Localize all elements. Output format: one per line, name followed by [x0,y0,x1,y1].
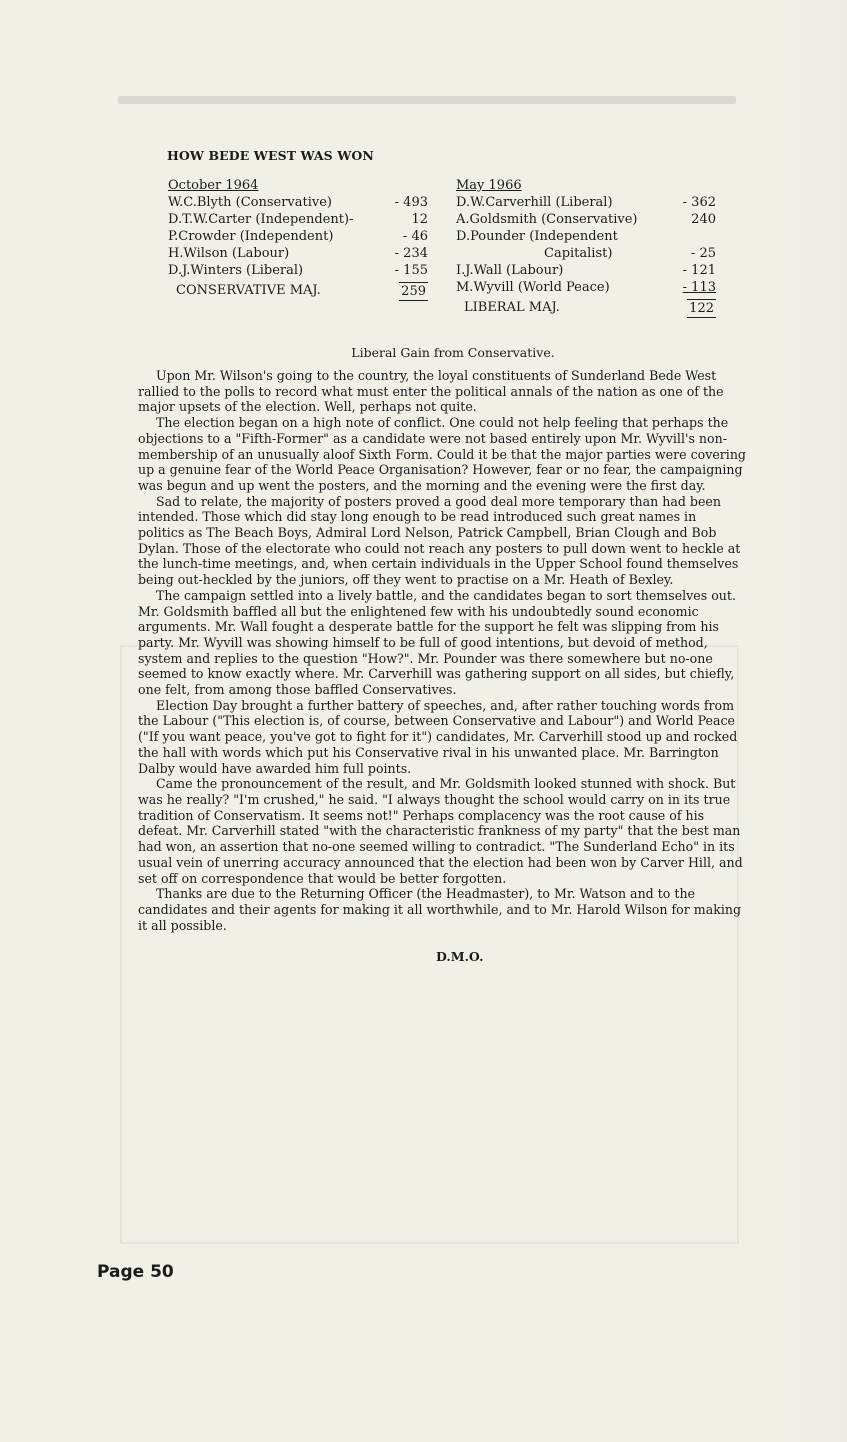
candidate-name: M.Wyvill (World Peace) [456,280,610,295]
majority-label: LIBERAL MAJ. [464,300,560,315]
candidate-name: P.Crowder (Independent) [168,229,334,244]
candidate-name: D.T.W.Carter (Independent)- [168,212,354,227]
vote-count: - 493 [394,195,428,210]
candidate-name: A.Goldsmith (Conservative) [456,212,638,227]
article-body [138,368,746,933]
candidate-name: H.Wilson (Labour) [168,246,290,261]
paragraph: Upon Mr. Wilson's going to the country, the loyal constituents of Sunderland Bede West rallied to the polls to record what must enter the political annals of the nation as one of the major upsets of the election. Well, perhaps not quite. [138,368,724,415]
vote-count: 12 [411,212,428,227]
majority-value: 259 [401,284,426,299]
result-row [456,262,716,279]
candidate-name: D.W.Carverhill (Liberal) [456,195,613,210]
election-results [138,177,748,347]
vote-count: - 155 [394,263,428,278]
vote-count: - 234 [394,246,428,261]
paragraph: The election began on a high note of conflict. One could not help feeling that perhaps the objections to a "Fifth-Former" as a candidate were not based entirely upon Mr. Wyvill's non-membership of an unusually aloof Sixth Form. Could it be that the major parties were covering up a genuine fear of the World Peace Organisation? However, fear or no fear, the campaigning was begun and up went the posters, and the morning and the evening were the first day. [138,415,746,493]
page-edge-shadow [777,0,847,1442]
candidate-name: D.Pounder (Independent [456,229,618,244]
paragraph: Sad to relate, the majority of posters proved a good deal more temporary than had been intended. Those which did stay long enough to be read introduced such great names in politics as The Beach Boys, Admiral Lord Nelson, Patrick Campbell, Brian Clough and Bob Dylan. Those of the electorate who could not reach any posters to pull down went to heckle at the lunch-time meetings, and, when certain individuals in the Upper School found themselves being out-heckled by the juniors, off they went to practise on a Mr. Heath of Bexley. [138,493,741,588]
paragraph: Came the pronouncement of the result, and Mr. Goldsmith looked stunned with shock. But was he really? "I'm crushed," he said. "I always thought the school would carry on in its true tradition of Conservatism. It seems not!" Perhaps complacency was the root cause of his defeat. Mr. Carverhill stated "with the characteristic frankness of my party" that the best man had won, an assertion that no-one seemed willing to contradict. "The Sunderland Echo" in its usual vein of unerring accuracy announced that the election had been won by Carver Hill, and set off on correspondence that would be better forgotten. [138,776,743,886]
majority-value: 122 [689,301,714,316]
vote-count: - 362 [682,195,716,210]
result-row [168,262,428,279]
paragraph: Thanks are due to the Returning Officer (the Headmaster), to Mr. Watson and to the candidates and their agents for making it all worthwhile, and to Mr. Harold Wilson for making it all possible. [138,886,742,933]
result-row [456,211,716,228]
vote-count: - 113 [682,280,716,295]
result-row [456,194,716,211]
result-row [456,228,716,245]
vote-count: 240 [691,212,716,227]
result-row [168,245,428,262]
candidate-name: W.C.Blyth (Conservative) [168,195,333,210]
paragraph: Election Day brought a further battery of speeches, and, after rather touching words from the Labour ("This election is, of course, between Conservative and Labour") and World Peace ("If you want peace, you've got to fight for it") candidates, Mr. Carverhill stood up and rocked the hall with words which put his Conservative rival in his unwanted place. Mr. Barrington Dalby would have awarded him full points. [138,697,738,776]
candidate-name: Capitalist) [544,246,613,261]
results-october-1964 [168,177,428,301]
results-heading: May 1966 [456,178,522,193]
vote-count: - 25 [690,246,716,261]
top-rule [118,96,736,104]
result-row [456,245,716,262]
article-title: HOW BEDE WEST WAS WON [167,148,374,163]
candidate-name: D.J.Winters (Liberal) [168,263,304,278]
page-number: Page 50 [97,1262,174,1282]
results-heading: October 1964 [168,178,259,193]
candidate-name: I.J.Wall (Labour) [456,263,564,278]
author-signature: D.M.O. [436,949,484,965]
article [138,148,748,964]
majority-label: CONSERVATIVE MAJ. [176,283,321,298]
result-row [168,228,428,245]
result-row [168,211,428,228]
article-subtitle: Liberal Gain from Conservative. [351,345,555,360]
majority-row [168,282,428,301]
vote-count: - 121 [682,263,716,278]
majority-row [456,299,716,318]
results-may-1966 [456,177,716,318]
paragraph: The campaign settled into a lively battle, and the candidates began to sort themselves out. Mr. Goldsmith baffled all but the enlightened few with his undoubtedly sound economic arguments. Mr. Wall fought a desperate battle for the support he felt was slipping from his party. Mr. Wyvill was showing himself to be full of good intentions, but devoid of method, system and replies to the question "How?". Mr. Pounder was there somewhere but no-one seemed to know exactly where. Mr. Carverhill was gathering support on all sides, but chiefly, one felt, from among those baffled Conservatives. [138,587,736,698]
result-row [456,279,716,296]
result-row [168,194,428,211]
vote-count: - 46 [402,229,428,244]
